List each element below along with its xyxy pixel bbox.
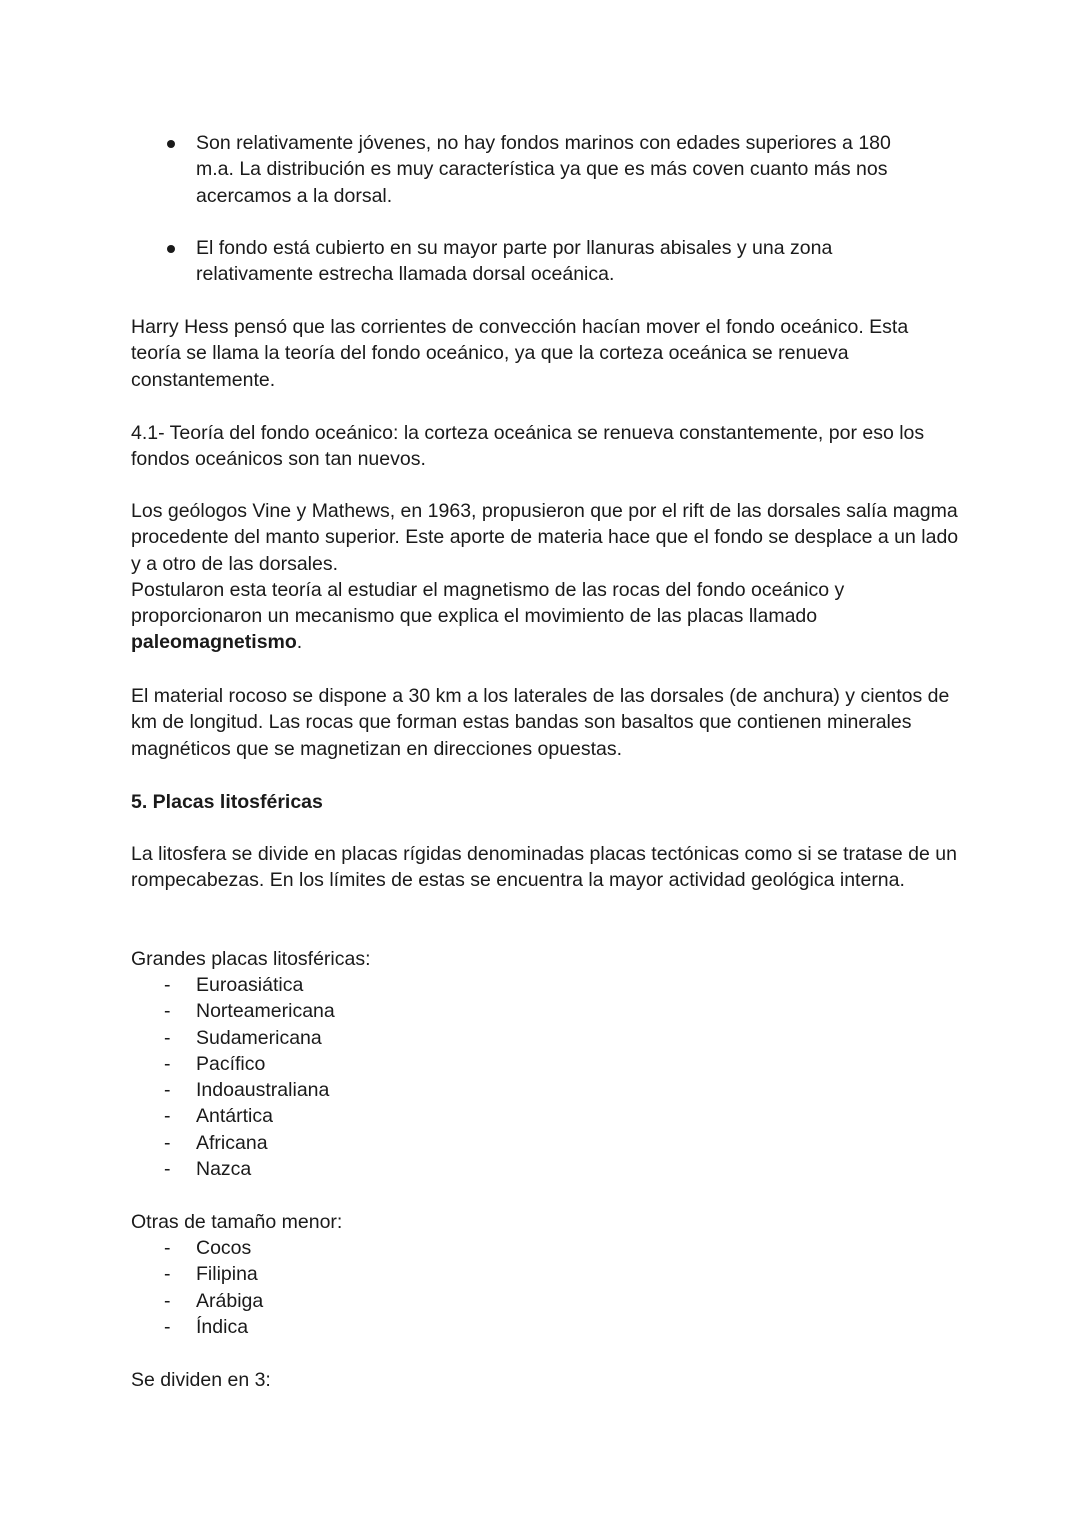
dash-icon: -	[164, 1000, 171, 1023]
paragraph-vine-mathews-part2: Postularon esta teoría al estudiar el magnetismo de las rocas del fondo oceánico y proporcionaron un mecanismo que explica el movimiento de las placas llamado	[131, 578, 845, 628]
dash-icon: -	[164, 1052, 171, 1075]
section-heading: 5. Placas litosféricas	[131, 791, 323, 813]
paragraph-litosfera: La litosfera se divide en placas rígidas denominadas placas tectónicas como si se tratase de un rompecabezas. En los límites de estas se encuentra la mayor actividad geológica interna.	[131, 843, 957, 892]
document-page: Son relativamente jóvenes, no hay fondos marinos con edades superiores a 180 m.a. La distribución es muy característica ya que es más coven cuanto más nos acercamos a la dorsal. El fondo está cubierto en su mayor parte por llanuras abisales y una zona relativamente estrecha llamada dorsal oceánica. Harry Hess pensó que las corrientes de convección hacían mover el fondo oceánico. Esta teoría se llama la teoría del fondo oceánico, ya que la corteza oceánica se renueva constantemente. 4.1- Teoría del fondo oceánico: la corteza oceánica se renueva constantemente, por eso los fondos oceánicos son tan nuevos. Los geólogos Vine y Mathews, en 1963, propusieron que por el rift de las dorsales salía magma procedente del manto superior. Este aporte de materia hace que el fondo se desplace a un lado y a otro de las dorsales. Postularon esta teoría al estudiar el magnetismo de las rocas del fondo oceánico y proporcionaron un mecanismo que explica el movimiento de las placas llamado paleomagnetismo. El material rocoso se dispone a 30 km a los laterales de las dorsales (de anchura) y cientos de km de longitud. Las rocas que forman estas bandas son basaltos que contienen minerales magnéticos que se magnetizan en direcciones opuestas. 5. Placas litosféricas La litosfera se divide en placas rígidas denominadas placas tectónicas como si se tratase de un rompecabezas. En los límites de estas se encuentra la mayor actividad geológica interna. Grandes placas litosféricas: - Euroasiática - Norteamericana - Sudamericana - Pacífico - Indoaustraliana - Antártica - Africana - Nazca Otras de tamaño menor: - Cocos - Filipina - Arábiga - Índica Se dividen en 3:	[0, 0, 1080, 1525]
period: .	[296, 631, 303, 654]
bullet-dot-icon	[167, 140, 175, 148]
dash-icon: -	[164, 1158, 171, 1181]
dash-icon: -	[164, 1079, 171, 1102]
paragraph-vine-mathews	[131, 498, 961, 656]
bullet-text: Son relativamente jóvenes, no hay fondos marinos con edades superiores a 180 m.a. La distribución es muy característica ya que es más coven cuanto más nos acercamos a la dorsal.	[196, 132, 891, 207]
bullet-dot-icon	[167, 245, 175, 253]
term-paleomagnetismo: paleomagnetismo	[131, 631, 297, 654]
dash-icon: -	[164, 1237, 171, 1259]
dash-icon: -	[164, 974, 171, 996]
paragraph-section-4-1: 4.1- Teoría del fondo oceánico: la corteza oceánica se renueva constantemente, por eso los fondos oceánicos son tan nuevos.	[131, 422, 925, 471]
major-plates-label: Grandes placas litosféricas:	[131, 948, 371, 970]
minor-plates-label: Otras de tamaño menor:	[131, 1211, 343, 1233]
dash-icon: -	[164, 1105, 171, 1128]
dash-icon: -	[164, 1263, 171, 1286]
dash-icon: -	[164, 1131, 171, 1154]
bullet-item	[131, 130, 961, 209]
closing-text: Se dividen en 3:	[131, 1369, 271, 1391]
paragraph-material: El material rocoso se dispone a 30 km a los laterales de las dorsales (de anchura) y cientos de km de longitud. Las rocas que forman estas bandas son basaltos que contienen minerales magnéticos que se magnetizan en direcciones opuestas.	[131, 685, 950, 760]
bullet-text: El fondo está cubierto en su mayor parte por llanuras abisales y una zona relativamente estrecha llamada dorsal oceánica.	[196, 237, 833, 286]
dash-icon: -	[164, 1315, 171, 1338]
paragraph-vine-mathews-part1: Los geólogos Vine y Mathews, en 1963, propusieron que por el rift de las dorsales salía magma procedente del manto superior. Este aporte de materia hace que el fondo se desplace a un lado y a otro de las dorsales.	[131, 500, 959, 575]
dash-icon: -	[164, 1026, 171, 1049]
bullet-item	[131, 235, 961, 288]
dash-icon: -	[164, 1289, 171, 1312]
paragraph-hess: Harry Hess pensó que las corrientes de convección hacían mover el fondo oceánico. Esta teoría se llama la teoría del fondo oceánico, ya que la corteza oceánica se renueva constantemente.	[131, 316, 909, 391]
